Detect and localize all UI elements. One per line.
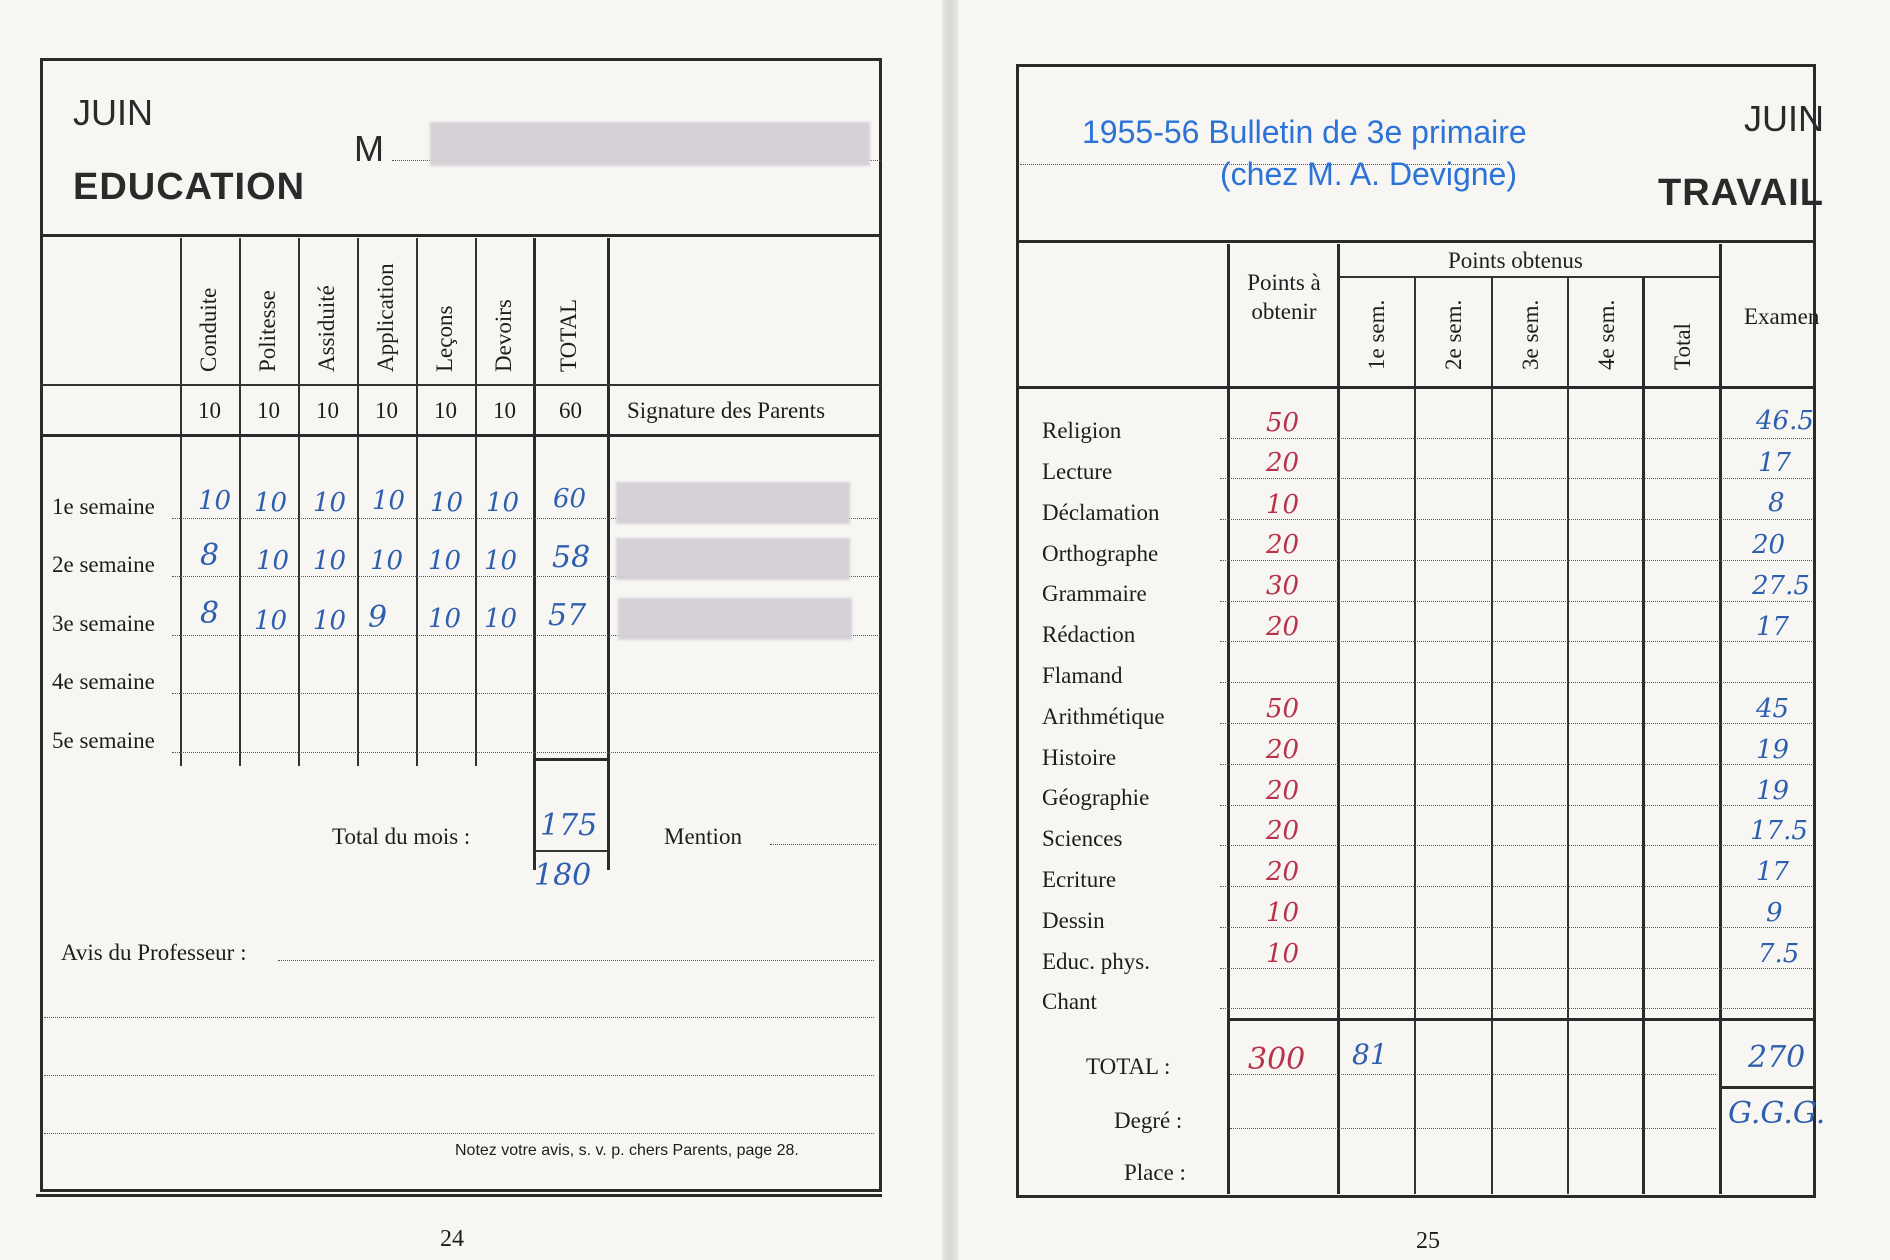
row-line [1220,805,1812,806]
typed-year-bulletin: 1955-56 Bulletin de 3e primaire [1082,114,1527,150]
row-line [1220,478,1812,479]
row-line [1220,438,1812,439]
examen-header: Examen [1744,304,1820,329]
sem-header-1: 1e sem. [1364,299,1389,370]
subject-name: Chant [1042,989,1097,1014]
points-max: 10 [1266,490,1300,520]
points-max: 20 [1266,857,1300,887]
redacted-student-name [430,122,870,166]
header-rule [40,234,882,237]
subject-name: Orthographe [1042,541,1159,566]
points-obtenus-header: Points obtenus [1448,248,1583,273]
avis-professeur-label: Avis du Professeur : [61,940,247,965]
score-cell: 10 [428,604,462,634]
col-header-assiduite: Assiduité [314,285,339,372]
col-divider [180,238,182,766]
typed-teacher: (chez M. A. Devigne) [1220,156,1517,192]
col-divider [239,238,241,766]
sem-header-total: Total [1670,323,1695,370]
redacted-parent-signature [618,598,852,640]
row-line [1220,519,1812,520]
header-rule-right [1016,240,1816,243]
week-label: 3e semaine [52,611,155,636]
bottom-rule [36,1194,882,1197]
subject-name: Géographie [1042,785,1150,810]
exam-total-rule [1719,1086,1816,1089]
col-header-application: Application [373,263,398,372]
exam-score: 20 [1752,530,1786,560]
col-divider [298,238,300,766]
week-label: 5e semaine [52,728,155,753]
subject-name: Dessin [1042,908,1105,933]
degre-label: Degré : [1114,1108,1183,1133]
col-divider [475,238,477,766]
subject-name: Ecriture [1042,867,1117,892]
exam-score: 19 [1756,776,1790,806]
points-max: 50 [1266,694,1300,724]
row-line [1220,845,1812,846]
row-line [1220,764,1812,765]
total-sem1: 81 [1352,1038,1388,1071]
score-cell: 10 [313,488,347,518]
col-header-politesse: Politesse [255,290,280,372]
week-label: 1e semaine [52,494,155,519]
score-cell: 10 [430,488,464,518]
points-max: 10 [1266,898,1300,928]
totals-line [1230,1074,1716,1075]
col-divider [1491,278,1493,1194]
score-cell: 60 [553,484,587,514]
points-max: 30 [1266,571,1300,601]
points-max: 20 [1266,816,1300,846]
sem-header-4: 4e sem. [1594,299,1619,370]
month-label-right: JUIN [1744,98,1824,139]
score-cell: 57 [548,598,587,633]
score-cell: 10 [198,486,232,516]
total-du-mois-label: Total du mois : [332,824,471,849]
col-divider [357,238,359,766]
col-header-total: TOTAL [556,298,581,372]
total-box-top [533,758,609,761]
travail-heading: TRAVAIL [1658,172,1825,214]
week-label: 2e semaine [52,552,155,577]
score-cell: 10 [484,546,518,576]
col-divider [1642,278,1645,1194]
max-devoirs: 10 [493,398,516,423]
total-fraction-line [533,850,609,852]
mention-line [770,844,876,845]
max-total: 60 [559,398,582,423]
score-cell: 10 [256,546,290,576]
max-politesse: 10 [257,398,280,423]
table-body-rule-right [1016,386,1816,389]
table-body-rule [40,434,882,437]
points-max: 10 [1266,939,1300,969]
page-number-right: 25 [1416,1228,1440,1254]
exam-score: 17 [1758,448,1792,478]
avis-line [44,1133,874,1134]
page-number-left: 24 [440,1226,464,1252]
score-cell: 8 [200,538,220,573]
row-line [1220,601,1812,602]
row-line [1220,560,1812,561]
max-assiduite: 10 [316,398,339,423]
row-line [172,693,880,694]
col-divider [607,238,610,870]
page-left [0,0,942,1260]
subject-name: Flamand [1042,663,1123,688]
points-max: 20 [1266,448,1300,478]
exam-score: 17.5 [1750,816,1808,846]
score-cell: 10 [254,606,288,636]
score-cell: 58 [552,540,591,575]
row-line [1220,723,1812,724]
col-header-conduite: Conduite [196,287,221,372]
row-line [1220,968,1812,969]
col-divider [1567,278,1569,1194]
max-lecons: 10 [434,398,457,423]
total-exam: 270 [1748,1040,1806,1075]
sem-header-2: 2e sem. [1441,299,1466,370]
place-label: Place : [1124,1160,1186,1185]
redacted-parent-signature [616,538,850,580]
exam-score: 17 [1756,612,1790,642]
row-line [1220,682,1812,683]
score-cell: 9 [368,600,388,635]
row-line [1220,927,1812,928]
exam-score: 27.5 [1752,571,1810,601]
score-cell: 10 [254,488,288,518]
total-label: TOTAL : [1086,1054,1171,1079]
subject-name: Lecture [1042,459,1113,484]
subject-name: Déclamation [1042,500,1160,525]
exam-score: 9 [1766,898,1783,928]
totals-rule [1227,1018,1816,1021]
points-obtenus-rule [1339,276,1719,278]
subject-name: Arithmétique [1042,704,1165,729]
sem-header-3: 3e sem. [1518,299,1543,370]
col-header-lecons: Leçons [432,305,457,372]
name-prefix: M [354,128,384,169]
col-header-devoirs: Devoirs [491,299,516,372]
travail-frame [1016,64,1816,1198]
subject-name: Sciences [1042,826,1123,851]
exam-score: 17 [1756,857,1790,887]
total-du-mois-value: 175 [540,808,598,843]
row-line [1220,1008,1812,1009]
score-cell: 8 [200,596,220,631]
exam-score: 7.5 [1758,939,1800,969]
score-cell: 10 [484,604,518,634]
degre-line [1230,1128,1716,1129]
col-divider [1414,278,1416,1194]
points-max: 20 [1266,735,1300,765]
month-label-left: JUIN [73,92,153,133]
row-line [172,752,880,753]
avis-line [44,1075,874,1076]
avis-line [44,1017,874,1018]
score-cell: 10 [428,546,462,576]
subject-name: Rédaction [1042,622,1136,647]
degre-value: G.G.G. [1728,1096,1826,1131]
points-max: 20 [1266,776,1300,806]
exam-score: 8 [1768,488,1785,518]
max-application: 10 [375,398,398,423]
points-a-obtenir-header: Points à obtenir [1247,270,1321,324]
exam-score: 19 [1756,735,1790,765]
score-cell: 10 [313,546,347,576]
row-line [1220,886,1812,887]
education-heading: EDUCATION [73,166,306,208]
book-spine [942,0,958,1260]
footnote-parents: Notez votre avis, s. v. p. chers Parents, page 28. [455,1142,799,1159]
score-cell: 10 [313,606,347,636]
max-conduite: 10 [198,398,221,423]
row-line [1220,641,1812,642]
header-sub-rule [40,384,882,386]
points-max: 50 [1266,408,1300,438]
exam-score: 46.5 [1756,406,1814,436]
redacted-parent-signature [616,482,850,524]
col-divider [416,238,418,766]
mention-label: Mention [664,824,742,849]
avis-line [278,960,874,961]
total-max: 300 [1248,1042,1306,1077]
subject-name: Educ. phys. [1042,949,1150,974]
page-right [958,0,1890,1260]
points-max: 20 [1266,530,1300,560]
col-divider [533,238,536,870]
subject-name: Histoire [1042,745,1117,770]
exam-score: 45 [1756,694,1790,724]
score-cell: 10 [370,546,404,576]
total-du-mois-max: 180 [534,858,592,893]
subject-name: Grammaire [1042,581,1147,606]
subject-name: Religion [1042,418,1122,443]
week-label: 4e semaine [52,669,155,694]
score-cell: 10 [486,488,520,518]
score-cell: 10 [372,486,406,516]
signature-header: Signature des Parents [627,398,826,423]
points-max: 20 [1266,612,1300,642]
